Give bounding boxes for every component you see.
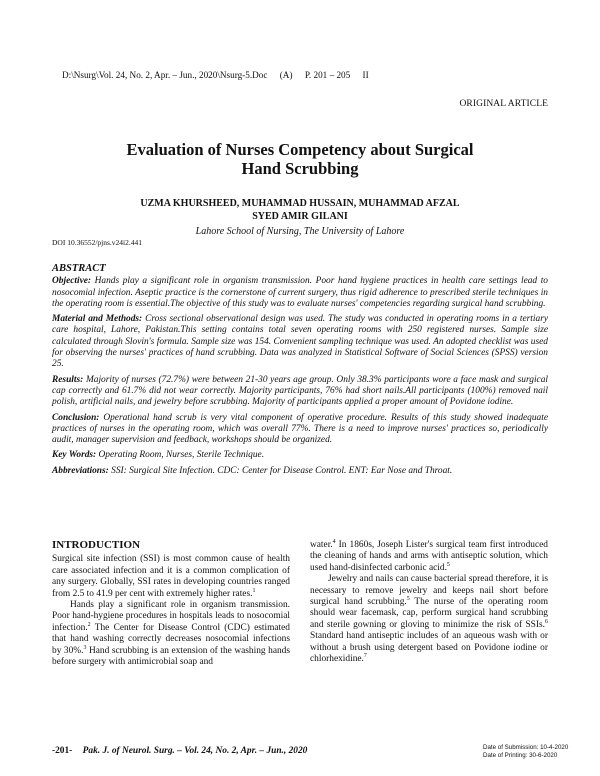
authors-line-1: UZMA KHURSHEED, MUHAMMAD HUSSAIN, MUHAMMAD AFZAL [140,198,460,209]
intro-paragraph-1 [52,554,290,600]
page-number: -201- [52,746,73,756]
objective-text: Hands play a significant role in organism transmission. Poor hand hygiene practices in health care settings lead to nosocomial infection. Aseptic practice is the cornerstone of current surgery, thus rigid adherence to prescribed sterile techniques in the operating room is essential.The objective of this study was to evaluate nurses' competencies regarding surgical hand scrubbing. [52,276,548,309]
intro-paragraph-2 [52,600,290,668]
left-column [52,540,290,668]
title-line-1: Evaluation of Nurses Competency about Surgical [126,140,474,159]
abstract-results [52,375,548,409]
abbreviations-text: SSI: Surgical Site Infection. CDC: Center for Disease Control. ENT: Ear Nose and Throat. [111,465,453,476]
methods-label: Material and Methods: [52,314,143,325]
intro-r1b-text: In 1860s, Joseph Lister's surgical team first introduced the cleaning of hands and arms with antiseptic solution, which used hand-disinfected carbonic acid. [310,540,548,573]
intro-p2c-text: Hand scrubbing is an extension of the washing hands before surgery with antimicrobial soap and [52,645,290,668]
intro-paragraph-3 [310,540,548,574]
citation: 5 [406,595,410,602]
objective-label: Objective: [52,276,92,287]
abstract-methods [52,314,548,370]
abstract-abbreviations [52,466,548,477]
intro-r1-text: water. [310,540,333,550]
abbreviations-label: Abbreviations: [52,465,109,476]
abstract-heading: ABSTRACT [52,263,106,274]
methods-text: Cross sectional observational design was used. The study was conducted in operating rooms in a tertiary care hospital, Lahore, Pakistan.This setting contains total seven operating rooms with 250 registered nurses. Sample size calculated through Slovin's formula. Sample size was 154. Convenient sampling technique was used. An adopted checklist was used for observing the nurses' practices of hand scrubbing. Data was analyzed in Statistical Software of Social Sciences (SPSS) version 25. [52,314,549,370]
citation: 7 [363,652,367,659]
article-type: ORIGINAL ARTICLE [459,99,548,109]
intro-p2b-text: The Center for Disease Control (CDC) estimated that hand washing correctly decreases nosocomial infections by 30%. [52,622,290,656]
journal-citation: Pak. J. of Neurol. Surg. – Vol. 24, No. 2, Apr. – Jun., 2020 [82,746,308,756]
abstract-section [52,263,548,481]
conclusion-label: Conclusion: [52,412,100,423]
results-text: Majority of nurses (72.7%) were between 21-30 years age group. Only 38.3% participants wore a face mask and surgical cap correctly and 61.7% did not wear correctly. Majority participants, 76% had short nails.All participants (100%) removed nail polish, artificial nails, and jewelry before scrubbing. Majority of participants applied a proper amount of Povidone iodine. [52,374,548,408]
intro-r2c-text: Standard hand antiseptic includes of an aqueous wash with or without a brush using detergent based on Povidone iodine or chlorhexidine. [310,631,548,665]
intro-r2-text: Jewelry and nails can cause bacterial spread therefore, it is necessary to remove jewelry and keeps nail short before surgical hand scrubbing. [310,574,548,608]
citation: 5 [446,561,450,568]
citation: 1 [252,587,256,594]
paper-title [60,140,540,178]
right-column [310,540,548,665]
printing-date: Date of Printing: 30-6-2020 [483,752,558,759]
submission-date: Date of Submission: 10-4-2020 [483,744,569,751]
citation: 4 [332,538,336,545]
results-label: Results: [52,374,84,385]
abstract-keywords [52,450,548,461]
keywords-text: Operating Room, Nurses, Sterile Technique. [98,450,265,461]
abstract-objective [52,276,548,310]
roman-numeral: II [362,70,369,80]
keywords-label: Key Words: [52,450,97,461]
article-code: (A) [279,70,293,80]
title-line-2: Hand Scrubbing [241,159,359,178]
conclusion-text: Operational hand scrub is very vital component of operative procedure. Results of this study showed inadequate practices of nurses in the operating room, which was overall 77%. There is a need to improve nurses' practices so, periodically audit, manager supervision and feedback, workshops should be organized. [52,412,548,446]
citation: 3 [83,644,87,651]
intro-r2b-text: The nurse of the operating room should wear facemask, cap, perform surgical hand scrubbing and sterile gowning or gloving to minimize the risk of SSIs. [310,597,548,630]
intro-p2-text: Hands play a significant role in organism transmission. Poor hand-hygiene procedures in hospitals leads to nosocomial infection. [52,600,290,633]
affiliation: Lahore School of Nursing, The University of Lahore [195,226,405,237]
citation: 6 [545,618,548,625]
citation: 2 [87,621,91,628]
page-footer [52,746,307,756]
introduction-heading: INTRODUCTION [52,539,141,551]
authors-line-2: SYED AMIR GILANI [252,211,348,222]
intro-paragraph-4 [310,574,548,665]
author-list [60,197,540,223]
doi: DOI 10.36552/pjns.v24i2.441 [52,238,142,247]
abstract-conclusion [52,413,548,447]
date-info [483,744,568,760]
intro-p1-text: Surgical site infection (SSI) is most common cause of health care associated infection and it is a common complication of any surgery. Globally, SSI rates in developing countries ranged from 2.5 to 41.9 per cent with extremely higher rates. [52,554,290,599]
running-header [62,70,379,80]
file-path: D:\Nsurg\Vol. 24, No. 2, Apr. – Jun., 2020\Nsurg-5.Doc [62,70,268,80]
page-range: P. 201 – 205 [304,70,351,80]
